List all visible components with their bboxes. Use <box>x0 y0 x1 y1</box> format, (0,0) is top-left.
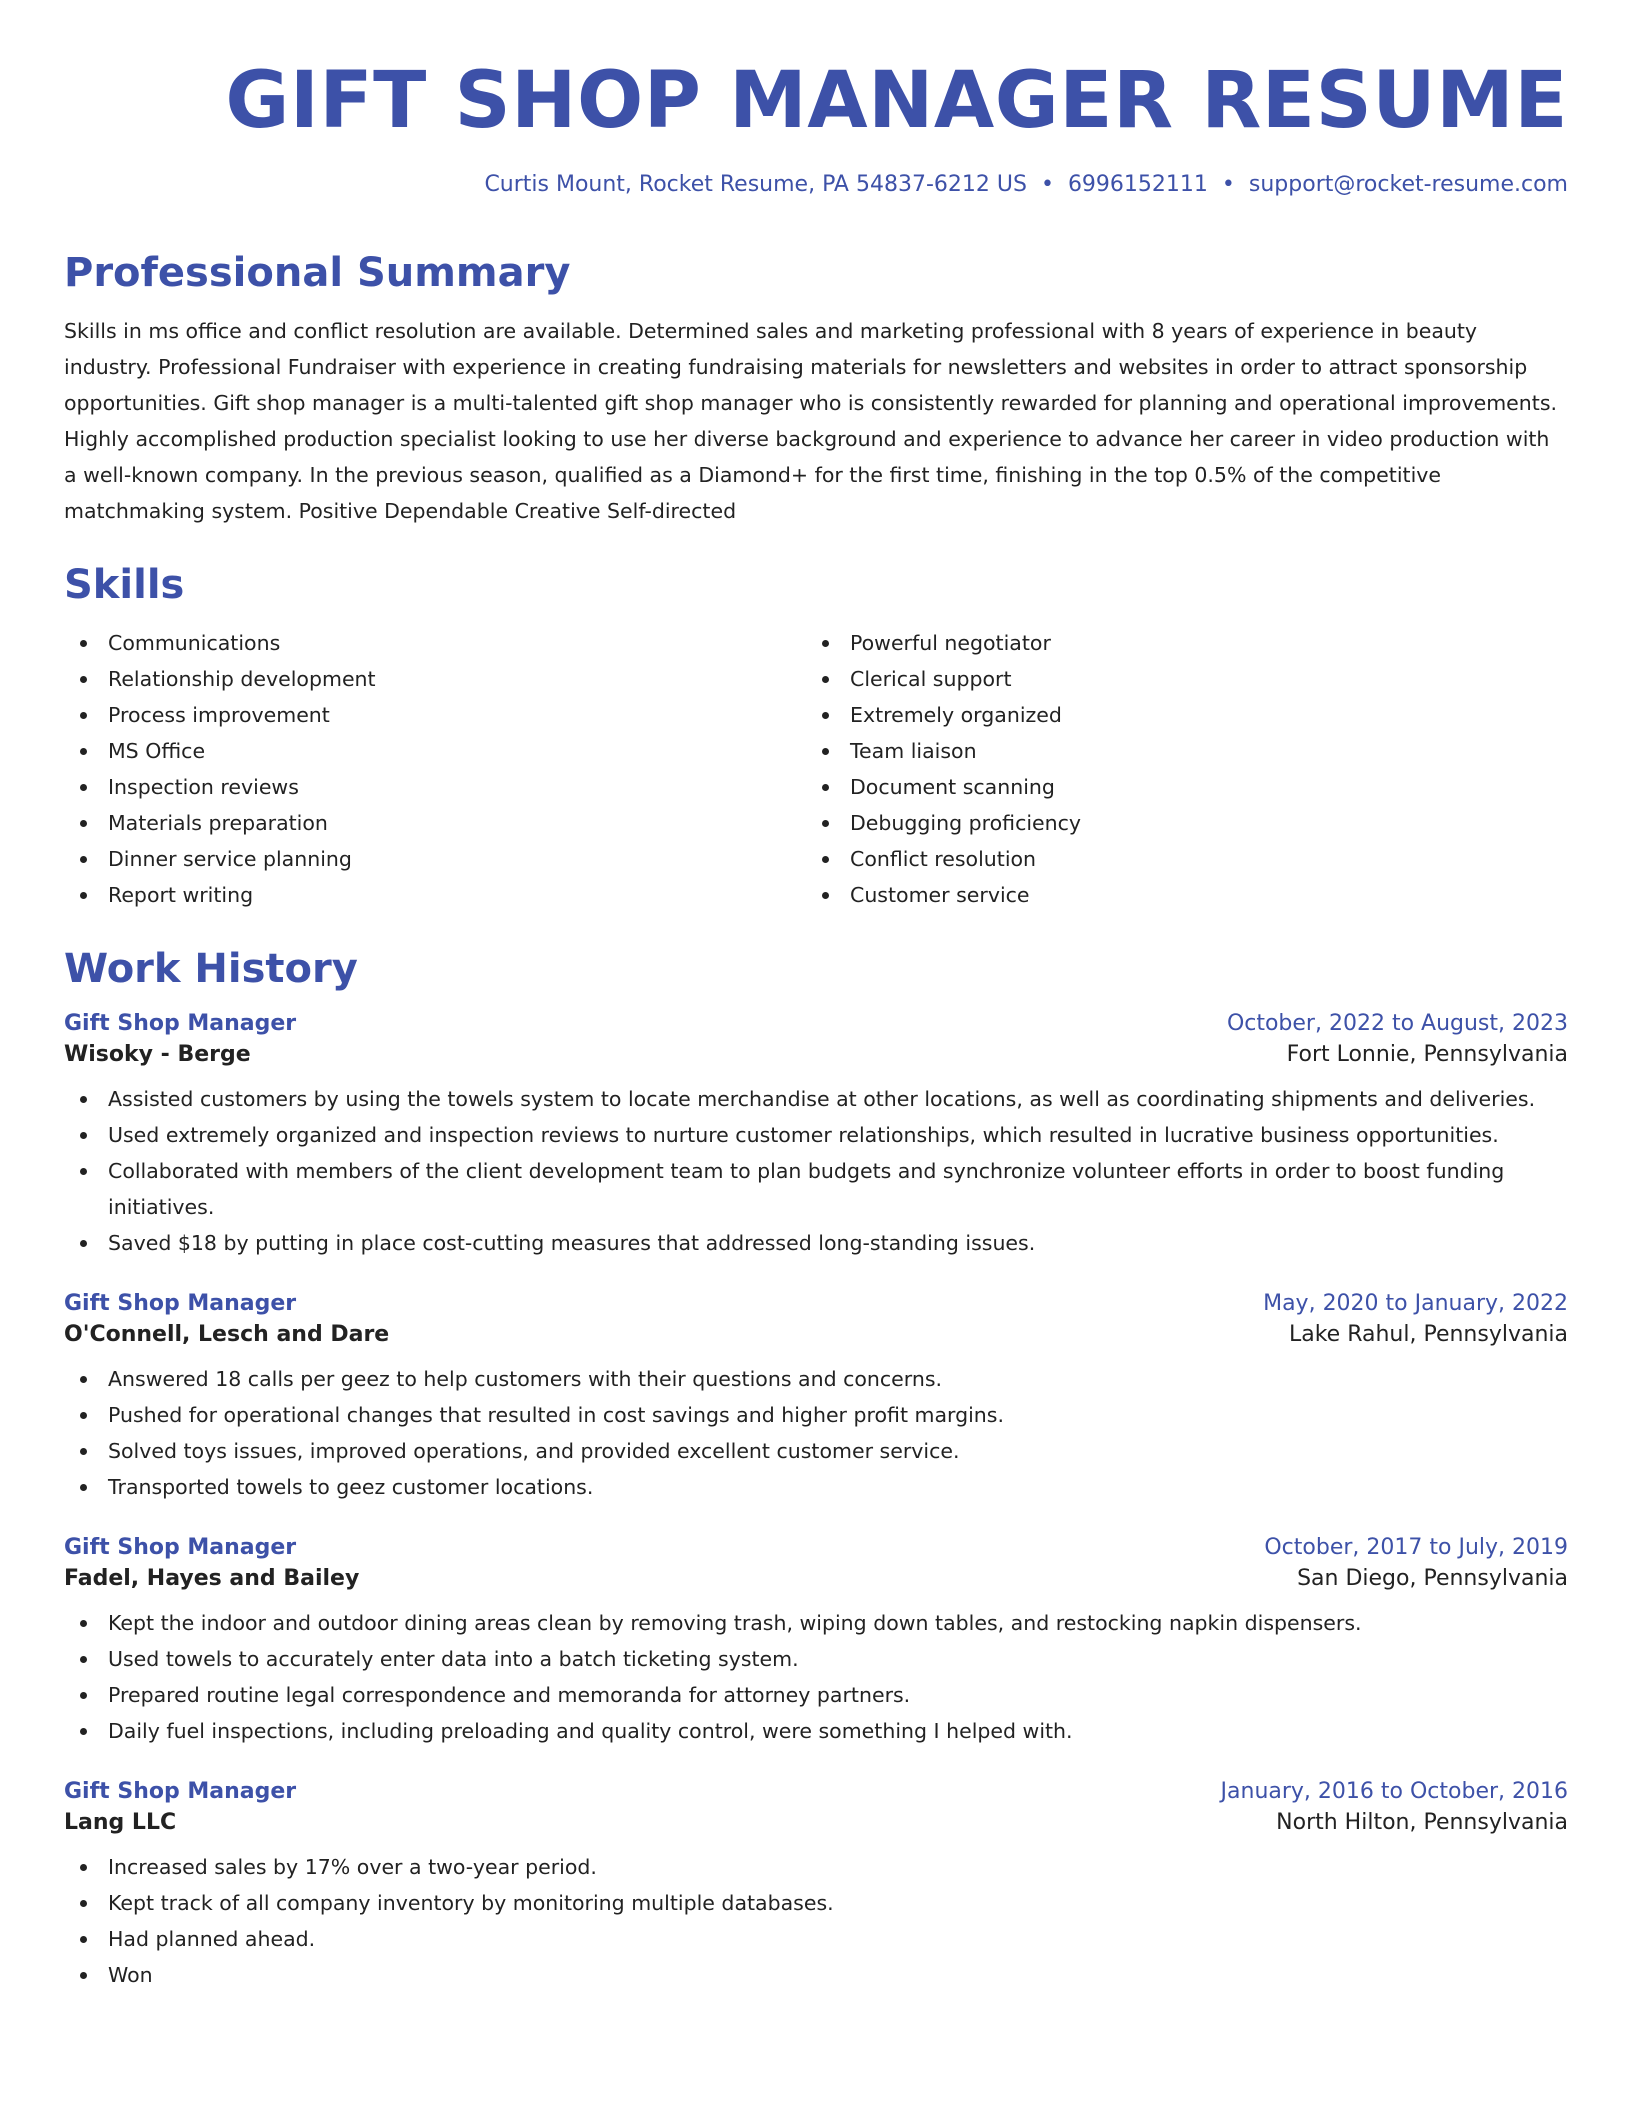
summary-heading: Professional Summary <box>64 250 571 296</box>
job-title: Gift Shop Manager <box>64 1011 297 1036</box>
job-bullet: Solved toys issues, improved operations, and provided excellent customer service. <box>64 1433 1568 1469</box>
job-bullet: Answered 18 calls per geez to help customers with their questions and concerns. <box>64 1361 1568 1397</box>
skill-item: Process improvement <box>64 697 806 733</box>
job-company: Lang LLC <box>64 1810 177 1835</box>
job-bullets <box>64 1081 1568 1261</box>
job-dates: January, 2016 to October, 2016 <box>1220 1779 1568 1804</box>
job-location: North Hilton, Pennsylvania <box>1276 1810 1568 1835</box>
job-bullet: Kept the indoor and outdoor dining areas clean by removing trash, wiping down tables, and restocking napkin dispensers. <box>64 1605 1568 1641</box>
skill-item: Relationship development <box>64 661 806 697</box>
job-bullets <box>64 1605 1568 1749</box>
job-bullet: Increased sales by 17% over a two-year period. <box>64 1849 1568 1885</box>
skill-item: Report writing <box>64 877 806 913</box>
job-bullet: Saved $18 by putting in place cost-cutting measures that addressed long-standing issues. <box>64 1225 1568 1261</box>
job-bullet: Won <box>64 1957 1568 1993</box>
skills-list <box>64 625 1568 913</box>
skill-item: Conflict resolution <box>806 841 1548 877</box>
job-bullet: Collaborated with members of the client development team to plan budgets and synchronize volunteer efforts in order to boost funding initiatives. <box>64 1153 1568 1225</box>
skills-column-left <box>64 625 806 913</box>
summary-text: Skills in ms office and conflict resolution are available. Determined sales and marketing professional with 8 years of experience in beauty industry. Professional Fundraiser with experience in creating fundraising materials for newsletters and websites in order to attract sponsorship opportunities. Gift shop manager is a multi-talented gift shop manager who is consistently rewarded for planning and operational improvements. Highly accomplished production specialist looking to use her diverse background and experience to advance her career in video production with a well-known company. In the previous season, qualified as a Diamond+ for the first time, finishing in the top 0.5% of the competitive matchmaking system. Positive Dependable Creative Self-directed <box>64 319 1558 523</box>
job-bullets <box>64 1361 1568 1505</box>
contact-separator: • <box>1221 172 1235 197</box>
job-title: Gift Shop Manager <box>64 1291 297 1316</box>
job-bullet: Assisted customers by using the towels system to locate merchandise at other locations, as well as coordinating shipments and deliveries. <box>64 1081 1568 1117</box>
contact-phone: 6996152111 <box>1067 172 1208 197</box>
skills-column-right <box>806 625 1548 913</box>
job-entry <box>64 1011 1568 1261</box>
skill-item: Team liaison <box>806 733 1548 769</box>
job-subheader <box>64 1566 1568 1591</box>
skill-item: Extremely organized <box>806 697 1548 733</box>
job-dates: May, 2020 to January, 2022 <box>1263 1291 1568 1316</box>
job-dates: October, 2022 to August, 2023 <box>1226 1011 1568 1036</box>
job-dates: October, 2017 to July, 2019 <box>1264 1535 1568 1560</box>
job-company: Wisoky - Berge <box>64 1042 251 1067</box>
job-subheader <box>64 1810 1568 1835</box>
skill-item: Inspection reviews <box>64 769 806 805</box>
job-bullet: Transported towels to geez customer locations. <box>64 1469 1568 1505</box>
skill-item: Powerful negotiator <box>806 625 1548 661</box>
job-header <box>64 1291 1568 1316</box>
job-bullet: Pushed for operational changes that resulted in cost savings and higher profit margins. <box>64 1397 1568 1433</box>
job-company: Fadel, Hayes and Bailey <box>64 1566 360 1591</box>
job-location: Fort Lonnie, Pennsylvania <box>1286 1042 1568 1067</box>
resume-page <box>64 0 1568 1993</box>
job-bullet: Used extremely organized and inspection reviews to nurture customer relationships, which resulted in lucrative business opportunities. <box>64 1117 1568 1153</box>
skill-item: Debugging proficiency <box>806 805 1548 841</box>
job-title: Gift Shop Manager <box>64 1779 297 1804</box>
skill-item: MS Office <box>64 733 806 769</box>
contact-address: Curtis Mount, Rocket Resume, PA 54837-6212 US <box>484 172 1027 197</box>
skill-item: Customer service <box>806 877 1548 913</box>
skill-item: Document scanning <box>806 769 1548 805</box>
skill-item: Clerical support <box>806 661 1548 697</box>
job-bullets <box>64 1849 1568 1993</box>
job-location: Lake Rahul, Pennsylvania <box>1288 1322 1568 1347</box>
job-bullet: Used towels to accurately enter data into a batch ticketing system. <box>64 1641 1568 1677</box>
job-entry <box>64 1535 1568 1749</box>
job-location: San Diego, Pennsylvania <box>1297 1566 1568 1591</box>
skill-item: Dinner service planning <box>64 841 806 877</box>
skills-heading: Skills <box>64 562 185 608</box>
job-header <box>64 1011 1568 1036</box>
skill-item: Materials preparation <box>64 805 806 841</box>
job-title: Gift Shop Manager <box>64 1535 297 1560</box>
job-bullet: Had planned ahead. <box>64 1921 1568 1957</box>
job-entry <box>64 1291 1568 1505</box>
job-header <box>64 1535 1568 1560</box>
job-bullet: Prepared routine legal correspondence and memoranda for attorney partners. <box>64 1677 1568 1713</box>
job-entry <box>64 1779 1568 1993</box>
contact-line <box>64 172 1568 197</box>
job-bullet: Kept track of all company inventory by monitoring multiple databases. <box>64 1885 1568 1921</box>
skill-item: Communications <box>64 625 806 661</box>
job-subheader <box>64 1042 1568 1067</box>
job-bullet: Daily fuel inspections, including preloading and quality control, were something I helped with. <box>64 1713 1568 1749</box>
job-subheader <box>64 1322 1568 1347</box>
contact-email: support@rocket-resume.com <box>1248 172 1568 197</box>
job-header <box>64 1779 1568 1804</box>
contact-separator: • <box>1040 172 1054 197</box>
resume-title: GIFT SHOP MANAGER RESUME <box>225 56 1568 146</box>
job-company: O'Connell, Lesch and Dare <box>64 1322 390 1347</box>
work-history-heading: Work History <box>64 946 358 992</box>
